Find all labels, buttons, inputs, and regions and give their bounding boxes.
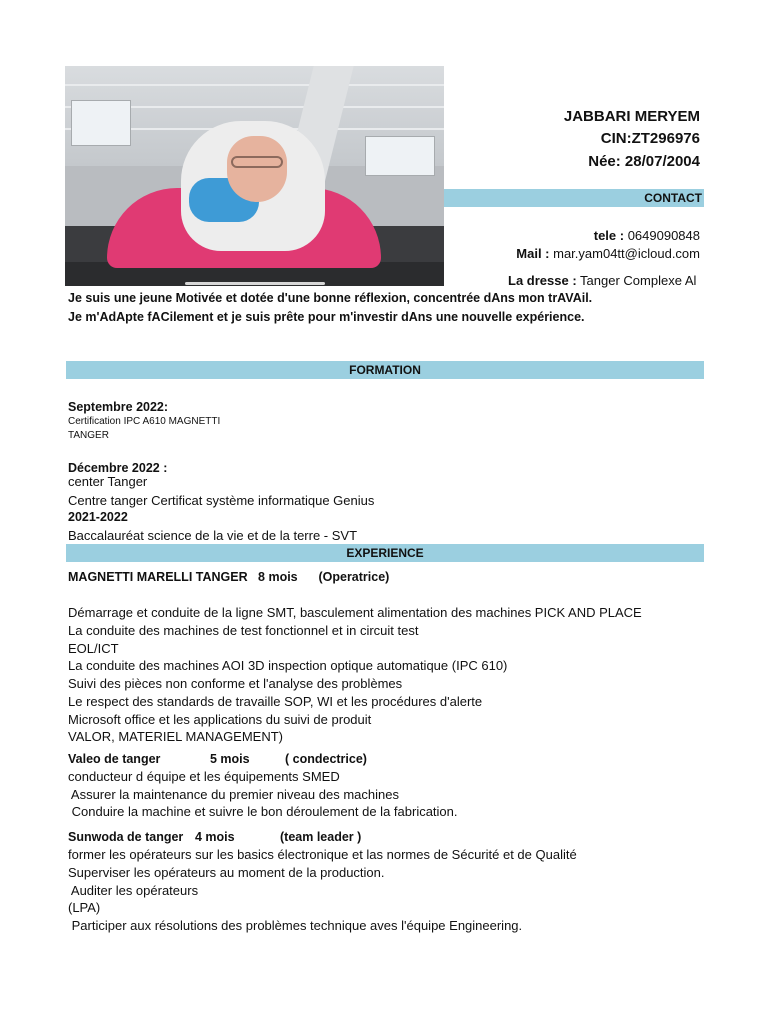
job-line: EOL/ICT — [68, 641, 119, 656]
formation-detail: Baccalauréat science de la vie et de la terre - SVT — [68, 528, 358, 543]
address-label: La dresse : — [508, 273, 577, 288]
contact-email — [516, 246, 700, 261]
formation-detail: TANGER — [68, 430, 109, 441]
formation-detail: Centre tanger Certificat système informatique Genius — [68, 493, 375, 508]
formation-detail: Certification IPC A610 MAGNETTI — [68, 416, 221, 427]
formation-detail: center Tanger — [68, 474, 148, 489]
job-duration: 5 mois — [210, 752, 250, 766]
profile-photo — [65, 66, 444, 286]
contact-phone — [594, 228, 700, 243]
job-company: Valeo de tanger — [68, 752, 161, 766]
job-line: La conduite des machines de test fonctionnel et in circuit test — [68, 623, 419, 638]
job-line: Auditer les opérateurs — [68, 883, 199, 898]
person-cin: CIN:ZT296976 — [600, 130, 700, 147]
email-label: Mail : — [516, 246, 550, 261]
job-line: (LPA) — [68, 900, 101, 915]
job-role: ( condectrice) — [285, 752, 367, 766]
job-line: Suivi des pièces non conforme et l'analyse des problèmes — [68, 676, 403, 691]
job-line: Démarrage et conduite de la ligne SMT, basculement alimentation des machines PICK AND PLACE — [68, 605, 642, 620]
intro-line-1: Je suis une jeune Motivée et dotée d'une bonne réflexion, concentrée dAns mon trAVAil. — [68, 291, 593, 305]
job-role: (team leader ) — [280, 830, 362, 844]
job-company: Sunwoda de tanger — [68, 830, 184, 844]
job-line: Le respect des standards de travaille SOP, WI et les procédures d'alerte — [68, 694, 483, 709]
job-line: Conduire la machine et suivre le bon déroulement de la fabrication. — [68, 804, 458, 819]
phone-value: 0649090848 — [624, 228, 700, 243]
job-line: conducteur d équipe et les équipements SMED — [68, 769, 340, 784]
job-line: Assurer la maintenance du premier niveau des machines — [68, 787, 399, 802]
job-line: Participer aux résolutions des problèmes technique aves l'équipe Engineering. — [68, 918, 523, 933]
email-value: mar.yam04tt@icloud.com — [549, 246, 700, 261]
formation-date: Décembre 2022 : — [68, 461, 168, 475]
job-line: Superviser les opérateurs au moment de la production. — [68, 865, 385, 880]
address-value: Tanger Complexe Al — [576, 273, 697, 288]
formation-section-title: FORMATION — [66, 361, 704, 379]
job-line: former les opérateurs sur les basics électronique et las normes de Sécurité et de Qualité — [68, 847, 577, 862]
job-line: La conduite des machines AOI 3D inspection optique automatique (IPC 610) — [68, 658, 508, 673]
contact-address — [508, 273, 704, 288]
job-header: MAGNETTI MARELLI TANGER 8 mois (Operatrice) — [68, 570, 390, 584]
formation-date: 2021-2022 — [68, 510, 128, 524]
formation-date: Septembre 2022: — [68, 400, 169, 414]
job-line: Microsoft office et les applications du suivi de produit — [68, 712, 372, 727]
intro-line-2: Je m'AdApte fACilement et je suis prête pour m'investir dAns une nouvelle expérience. — [68, 310, 585, 324]
experience-section-title: EXPERIENCE — [66, 544, 704, 562]
contact-section-title: CONTACT — [444, 189, 704, 207]
person-name: JABBARI MERYEM — [563, 108, 700, 125]
phone-label: tele : — [593, 228, 625, 243]
job-duration: 4 mois — [195, 830, 235, 844]
job-line: VALOR, MATERIEL MANAGEMENT) — [68, 729, 284, 744]
person-birthdate: Née: 28/07/2004 — [588, 153, 700, 170]
